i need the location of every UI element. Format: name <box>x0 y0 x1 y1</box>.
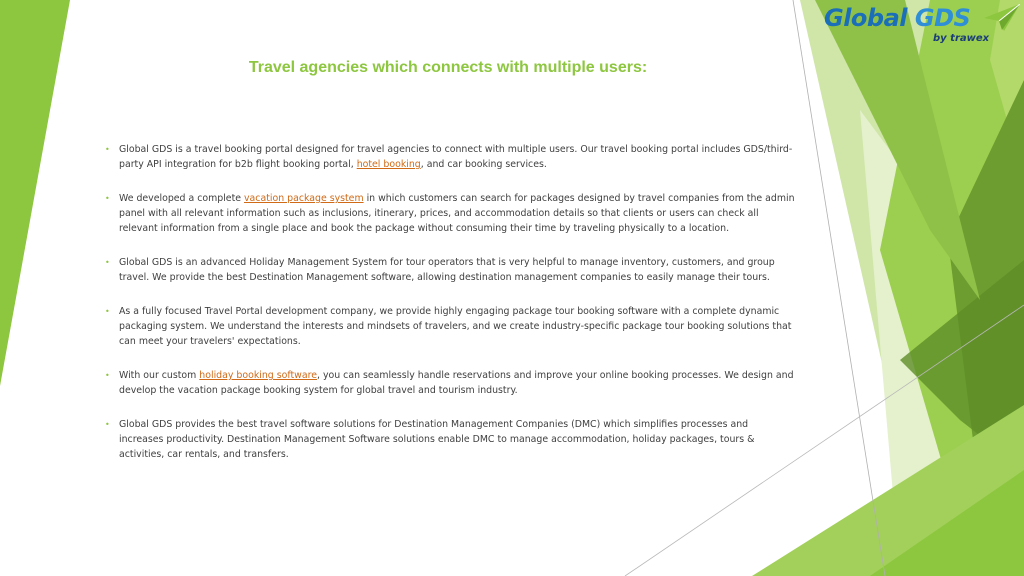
bullet-item <box>105 191 795 236</box>
logo-brand-primary: Global <box>824 4 908 32</box>
holiday-booking-software-link[interactable]: holiday booking software <box>199 370 317 381</box>
logo-brand-secondary: GDS <box>914 4 971 32</box>
bullet-item <box>105 255 795 285</box>
logo-tagline: by trawex <box>933 33 990 44</box>
paper-plane-icon <box>984 4 1020 32</box>
bullet-marker: • <box>105 145 110 154</box>
bullet-marker: • <box>105 307 110 316</box>
left-green-strip <box>0 0 70 386</box>
bullet-marker: • <box>105 194 110 203</box>
logo-wordmark <box>824 4 970 32</box>
vacation-package-system-link[interactable]: vacation package system <box>244 193 364 204</box>
page-title: Travel agencies which connects with multiple users: <box>248 59 648 76</box>
bullet-text: , and car booking services. <box>420 159 547 170</box>
bullet-item <box>105 368 795 398</box>
bullet-text: Global GDS provides the best travel software solutions for Destination Management Companies (DMC) which simplifies processes and increases productivity. Destination Management Software solutions enable DMC to manage accommodation, holiday packages, tours & activities, car rentals, and transfers. <box>119 419 755 460</box>
bullet-marker: • <box>105 258 110 267</box>
bullet-text: in which customers can search for packages designed by travel companies from the admin panel with all relevant information such as inclusions, itinerary, prices, and accommodation details so that clients or users can check all relevant information from a single place and book the package without consuming their time by traveling physically to a location. <box>119 193 795 234</box>
bullet-text: We developed a complete <box>119 193 244 204</box>
bullet-text: With our custom <box>119 370 200 381</box>
bullet-text: Global GDS is a travel booking portal designed for travel agencies to connect with multiple users. Our travel booking portal includes GDS/third-party API integration for b2b flight booking portal, <box>119 144 793 170</box>
bullet-marker: • <box>105 371 110 380</box>
bullet-item <box>105 304 795 349</box>
bullet-item <box>105 142 795 172</box>
bullet-text: Global GDS is an advanced Holiday Management System for tour operators that is very helpful to manage inventory, customers, and group travel. We provide the best Destination Management software, allowing destination management companies to easily manage their tours. <box>119 257 775 283</box>
bullet-marker: • <box>105 420 110 429</box>
bullet-text: As a fully focused Travel Portal development company, we provide highly engaging package tour booking software with a complete dynamic packaging system. We understand the interests and mindsets of travelers, and we create industry-specific package tour booking solutions that can meet your travelers' expectations. <box>119 306 792 347</box>
bullet-text: , you can seamlessly handle reservations and improve your online booking processes. We design and develop the vacation package booking system for global travel and tourism industry. <box>119 370 794 396</box>
hotel-booking-link[interactable]: hotel booking <box>356 159 421 170</box>
global-gds-logo <box>824 4 1020 48</box>
bullet-item <box>105 417 795 462</box>
bullet-list <box>105 142 795 481</box>
